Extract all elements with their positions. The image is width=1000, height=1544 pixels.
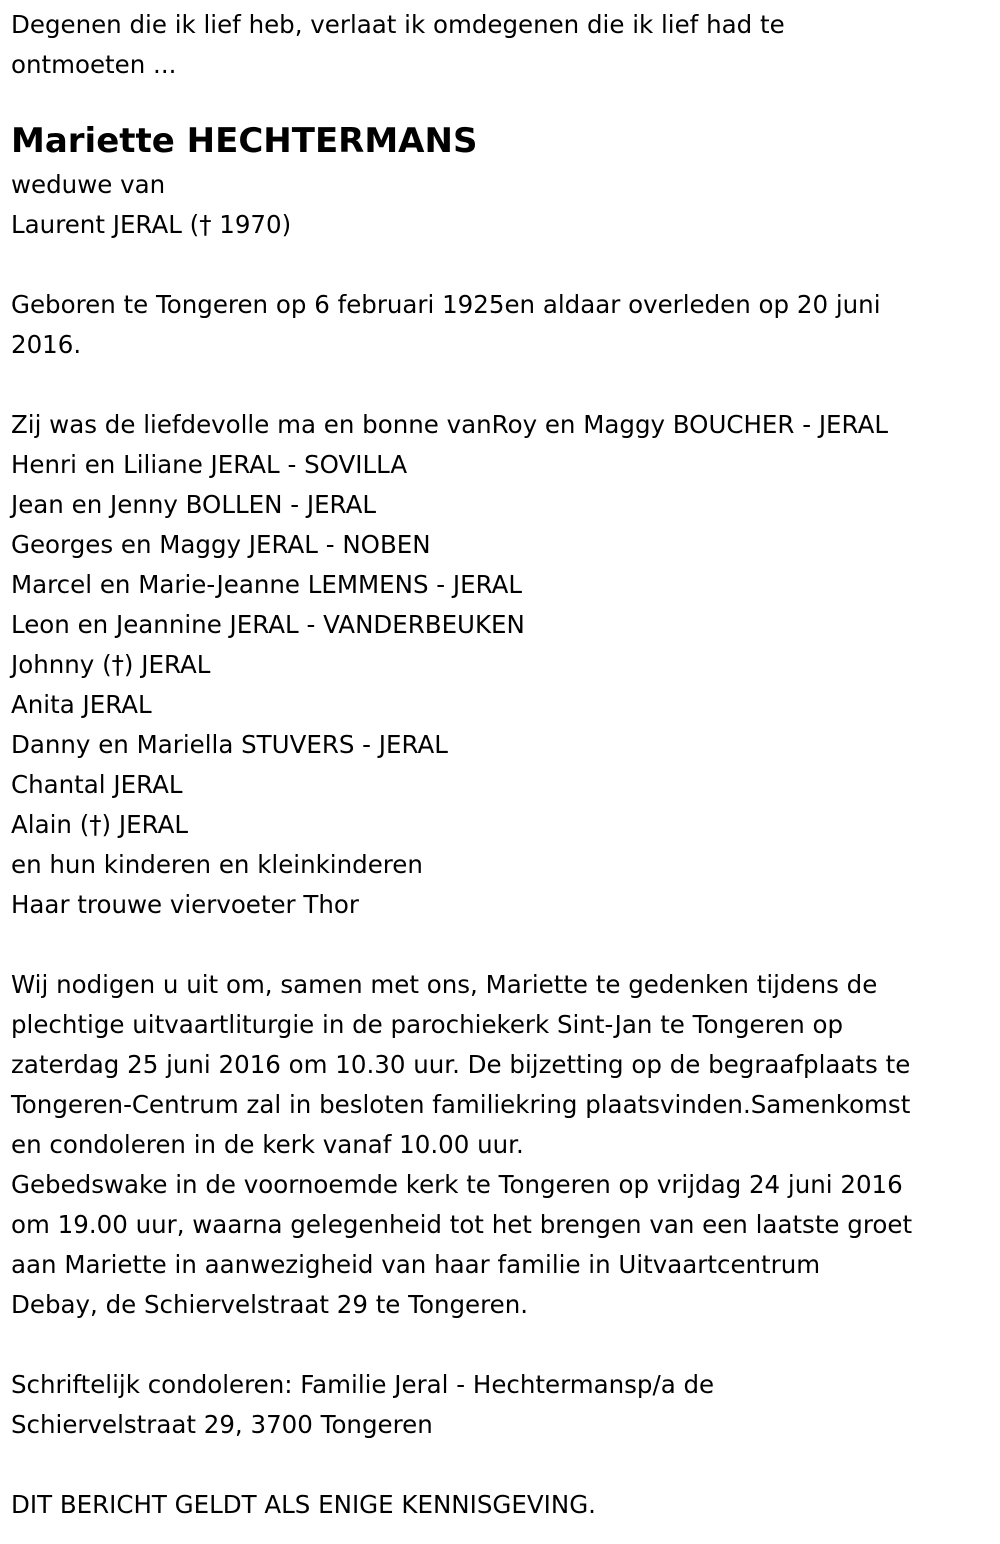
ceremony-line: zaterdag 25 juni 2016 om 10.30 uur. De bijzetting op de begraafplaats te: [11, 1050, 911, 1079]
ceremony-line: Debay, de Schiervelstraat 29 te Tongeren.: [11, 1290, 529, 1319]
birth-death-line: Geboren te Tongeren op 6 februari 1925en aldaar overleden op 20 juni: [11, 290, 881, 319]
birth-death-line: 2016.: [11, 330, 82, 359]
ceremony-line: om 19.00 uur, waarna gelegenheid tot het brengen van een laatste groet: [11, 1210, 913, 1239]
family-member: Marcel en Marie-Jeanne LEMMENS - JERAL: [11, 570, 523, 599]
family-member: Anita JERAL: [11, 690, 152, 719]
family-member: Leon en Jeannine JERAL - VANDERBEUKEN: [11, 610, 525, 639]
spouse-line: Laurent JERAL († 1970): [11, 210, 292, 239]
ceremony-line: aan Mariette in aanwezigheid van haar familie in Uitvaartcentrum: [11, 1250, 821, 1279]
family-member: en hun kinderen en kleinkinderen: [11, 850, 423, 879]
spouse-line: weduwe van: [11, 170, 166, 199]
family-list: [11, 405, 1000, 925]
condolences-line: Schriftelijk condoleren: Familie Jeral - Hechtermansp/a de: [11, 1370, 715, 1399]
ceremony-line: plechtige uitvaartliturgie in de parochiekerk Sint-Jan te Tongeren op: [11, 1010, 844, 1039]
ceremony-info: [11, 965, 1000, 1325]
ceremony-line: Tongeren-Centrum zal in besloten familiekring plaatsvinden.Samenkomst: [11, 1090, 911, 1119]
motto: [11, 5, 1000, 85]
ceremony-line: en condoleren in de kerk vanaf 10.00 uur.: [11, 1130, 524, 1159]
family-member: Haar trouwe viervoeter Thor: [11, 890, 359, 919]
family-member: Danny en Mariella STUVERS - JERAL: [11, 730, 448, 759]
family-member: Georges en Maggy JERAL - NOBEN: [11, 530, 431, 559]
notice: DIT BERICHT GELDT ALS ENIGE KENNISGEVING.: [11, 1490, 596, 1519]
birth-death-info: [11, 285, 1000, 365]
family-member: Jean en Jenny BOLLEN - JERAL: [11, 490, 376, 519]
family-member: Zij was de liefdevolle ma en bonne vanRoy en Maggy BOUCHER - JERAL: [11, 410, 888, 439]
family-member: Henri en Liliane JERAL - SOVILLA: [11, 450, 408, 479]
family-member: Chantal JERAL: [11, 770, 183, 799]
ceremony-line: Wij nodigen u uit om, samen met ons, Mariette te gedenken tijdens de: [11, 970, 878, 999]
condolences-info: [11, 1365, 1000, 1445]
family-member: Johnny (†) JERAL: [11, 650, 211, 679]
ceremony-line: Gebedswake in de voornoemde kerk te Tongeren op vrijdag 24 juni 2016: [11, 1170, 903, 1199]
motto-line: ontmoeten ...: [11, 50, 177, 79]
condolences-line: Schiervelstraat 29, 3700 Tongeren: [11, 1410, 433, 1439]
motto-line: Degenen die ik lief heb, verlaat ik omdegenen die ik lief had te: [11, 10, 785, 39]
family-member: Alain (†) JERAL: [11, 810, 189, 839]
deceased-name: Mariette HECHTERMANS: [11, 121, 478, 161]
spouse-info: [11, 165, 1000, 245]
